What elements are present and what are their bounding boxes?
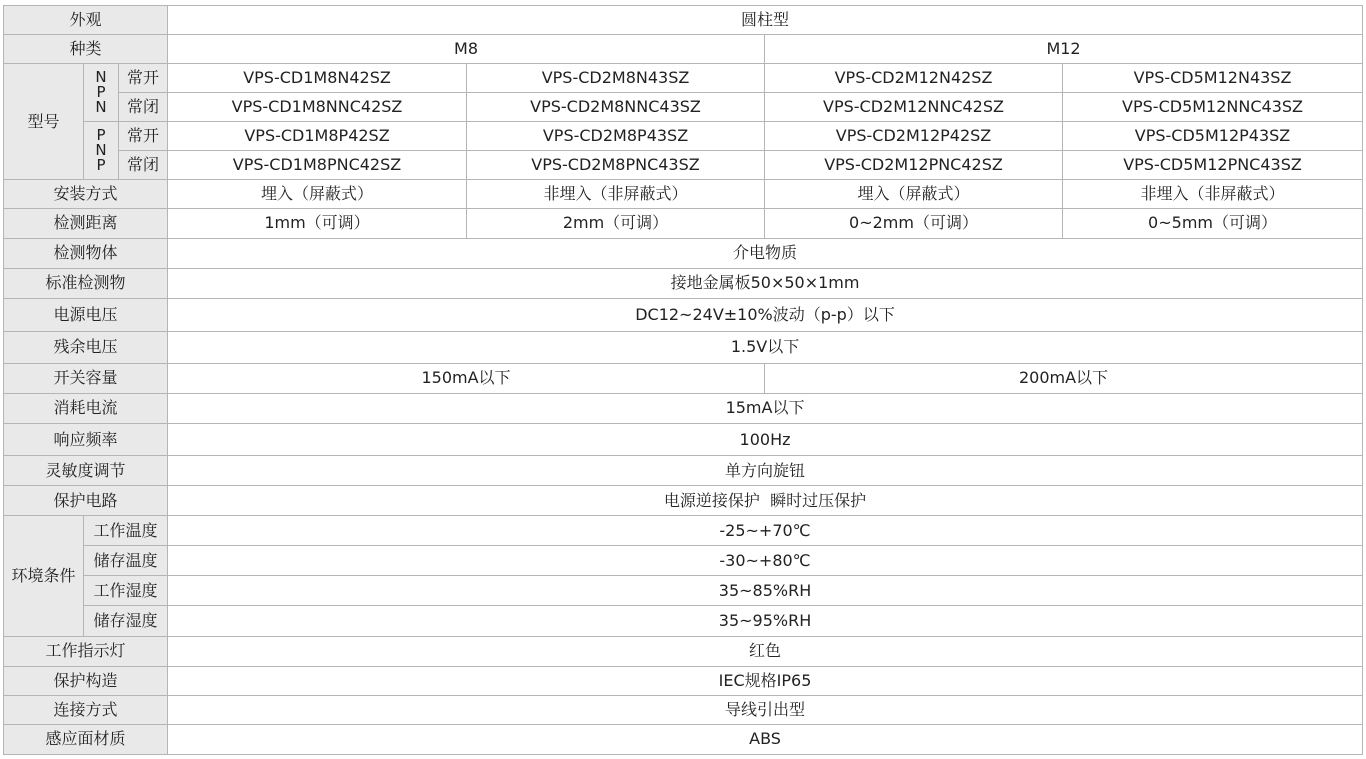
value-switching-m12: 200mA以下	[765, 363, 1363, 393]
row-env-st-temp	[4, 546, 1363, 576]
label-distance: 检测距离	[4, 209, 168, 238]
row-residual	[4, 331, 1363, 363]
model-cell: VPS-CD2M8N43SZ	[467, 64, 765, 93]
label-sensitivity: 灵敏度调节	[4, 456, 168, 486]
model-cell: VPS-CD1M8N42SZ	[168, 64, 467, 93]
label-consumption: 消耗电流	[4, 393, 168, 423]
label-op-temp: 工作温度	[84, 516, 168, 546]
row-structure	[4, 666, 1363, 695]
value-st-hum: 35~95%RH	[168, 606, 1363, 636]
value-mounting: 埋入（屏蔽式）	[168, 180, 467, 209]
label-protection: 保护电路	[4, 486, 168, 516]
label-residual: 残余电压	[4, 331, 168, 363]
value-response: 100Hz	[168, 423, 1363, 455]
model-cell: VPS-CD1M8NNC42SZ	[168, 93, 467, 122]
value-distance: 2mm（可调）	[467, 209, 765, 238]
label-structure: 保护构造	[4, 666, 168, 695]
label-st-hum: 储存湿度	[84, 606, 168, 636]
label-pnp	[84, 122, 119, 180]
label-appearance: 外观	[4, 6, 168, 35]
value-structure: IEC规格IP65	[168, 666, 1363, 695]
row-env-st-hum	[4, 606, 1363, 636]
label-st-temp: 储存温度	[84, 546, 168, 576]
model-cell: VPS-CD2M8P43SZ	[467, 122, 765, 151]
row-material	[4, 724, 1363, 754]
value-residual: 1.5V以下	[168, 331, 1363, 363]
value-type-m8: M8	[168, 35, 765, 64]
label-pnp-normally-closed: 常闭	[119, 151, 168, 180]
value-distance: 0~2mm（可调）	[765, 209, 1063, 238]
row-response	[4, 423, 1363, 455]
value-appearance: 圆柱型	[168, 6, 1363, 35]
label-material: 感应面材质	[4, 724, 168, 754]
label-mounting: 安装方式	[4, 180, 168, 209]
stacked-letter: P	[96, 126, 106, 145]
label-pnp-normally-open: 常开	[119, 122, 168, 151]
model-cell: VPS-CD5M12P43SZ	[1063, 122, 1363, 151]
stacked-letter: P	[96, 83, 106, 102]
value-op-temp: -25~+70℃	[168, 516, 1363, 546]
row-distance	[4, 209, 1363, 238]
value-type-m12: M12	[765, 35, 1363, 64]
row-std-object	[4, 268, 1363, 298]
label-response: 响应频率	[4, 423, 168, 455]
spec-table	[3, 5, 1363, 755]
model-cell: VPS-CD1M8P42SZ	[168, 122, 467, 151]
row-mounting	[4, 180, 1363, 209]
label-indicator: 工作指示灯	[4, 636, 168, 666]
model-cell: VPS-CD2M8NNC43SZ	[467, 93, 765, 122]
value-sensitivity: 单方向旋钮	[168, 456, 1363, 486]
label-object: 检测物体	[4, 238, 168, 268]
row-switching	[4, 363, 1363, 393]
label-npn	[84, 64, 119, 122]
value-std-object: 接地金属板50×50×1mm	[168, 268, 1363, 298]
model-cell: VPS-CD2M12NNC42SZ	[765, 93, 1063, 122]
model-cell: VPS-CD2M12PNC42SZ	[765, 151, 1063, 180]
model-cell: VPS-CD2M8PNC43SZ	[467, 151, 765, 180]
row-env-op-hum	[4, 576, 1363, 606]
model-cell: VPS-CD5M12N43SZ	[1063, 64, 1363, 93]
model-cell: VPS-CD1M8PNC42SZ	[168, 151, 467, 180]
row-consumption	[4, 393, 1363, 423]
stacked-letter: P	[96, 156, 106, 175]
row-type	[4, 35, 1363, 64]
label-model: 型号	[4, 64, 84, 180]
stacked-letter: N	[95, 141, 107, 160]
value-op-hum: 35~85%RH	[168, 576, 1363, 606]
label-npn-normally-closed: 常闭	[119, 93, 168, 122]
row-protection	[4, 486, 1363, 516]
value-switching-m8: 150mA以下	[168, 363, 765, 393]
stacked-letter: N	[95, 98, 107, 117]
value-indicator: 红色	[168, 636, 1363, 666]
value-protection: 电源逆接保护 瞬时过压保护	[168, 486, 1363, 516]
label-op-hum: 工作湿度	[84, 576, 168, 606]
model-cell: VPS-CD2M12N42SZ	[765, 64, 1063, 93]
label-type: 种类	[4, 35, 168, 64]
stacked-letter: N	[95, 68, 107, 87]
value-st-temp: -30~+80℃	[168, 546, 1363, 576]
row-sensitivity	[4, 456, 1363, 486]
row-env-op-temp	[4, 516, 1363, 546]
row-indicator	[4, 636, 1363, 666]
value-object: 介电物质	[168, 238, 1363, 268]
value-distance: 1mm（可调）	[168, 209, 467, 238]
value-power: DC12~24V±10%波动（p-p）以下	[168, 298, 1363, 331]
value-material: ABS	[168, 724, 1363, 754]
value-mounting: 埋入（屏蔽式）	[765, 180, 1063, 209]
value-mounting: 非埋入（非屏蔽式）	[1063, 180, 1363, 209]
label-power: 电源电压	[4, 298, 168, 331]
row-power	[4, 298, 1363, 331]
label-environment: 环境条件	[4, 516, 84, 636]
value-consumption: 15mA以下	[168, 393, 1363, 423]
row-model-npn-nc	[4, 93, 1363, 122]
row-model-pnp-nc	[4, 151, 1363, 180]
value-distance: 0~5mm（可调）	[1063, 209, 1363, 238]
model-cell: VPS-CD5M12PNC43SZ	[1063, 151, 1363, 180]
model-cell: VPS-CD5M12NNC43SZ	[1063, 93, 1363, 122]
value-connection: 导线引出型	[168, 695, 1363, 724]
row-model-pnp-no	[4, 122, 1363, 151]
row-object	[4, 238, 1363, 268]
label-switching: 开关容量	[4, 363, 168, 393]
row-connection	[4, 695, 1363, 724]
model-cell: VPS-CD2M12P42SZ	[765, 122, 1063, 151]
label-std-object: 标准检测物	[4, 268, 168, 298]
value-mounting: 非埋入（非屏蔽式）	[467, 180, 765, 209]
row-appearance	[4, 6, 1363, 35]
label-connection: 连接方式	[4, 695, 168, 724]
row-model-npn-no	[4, 64, 1363, 93]
label-npn-normally-open: 常开	[119, 64, 168, 93]
